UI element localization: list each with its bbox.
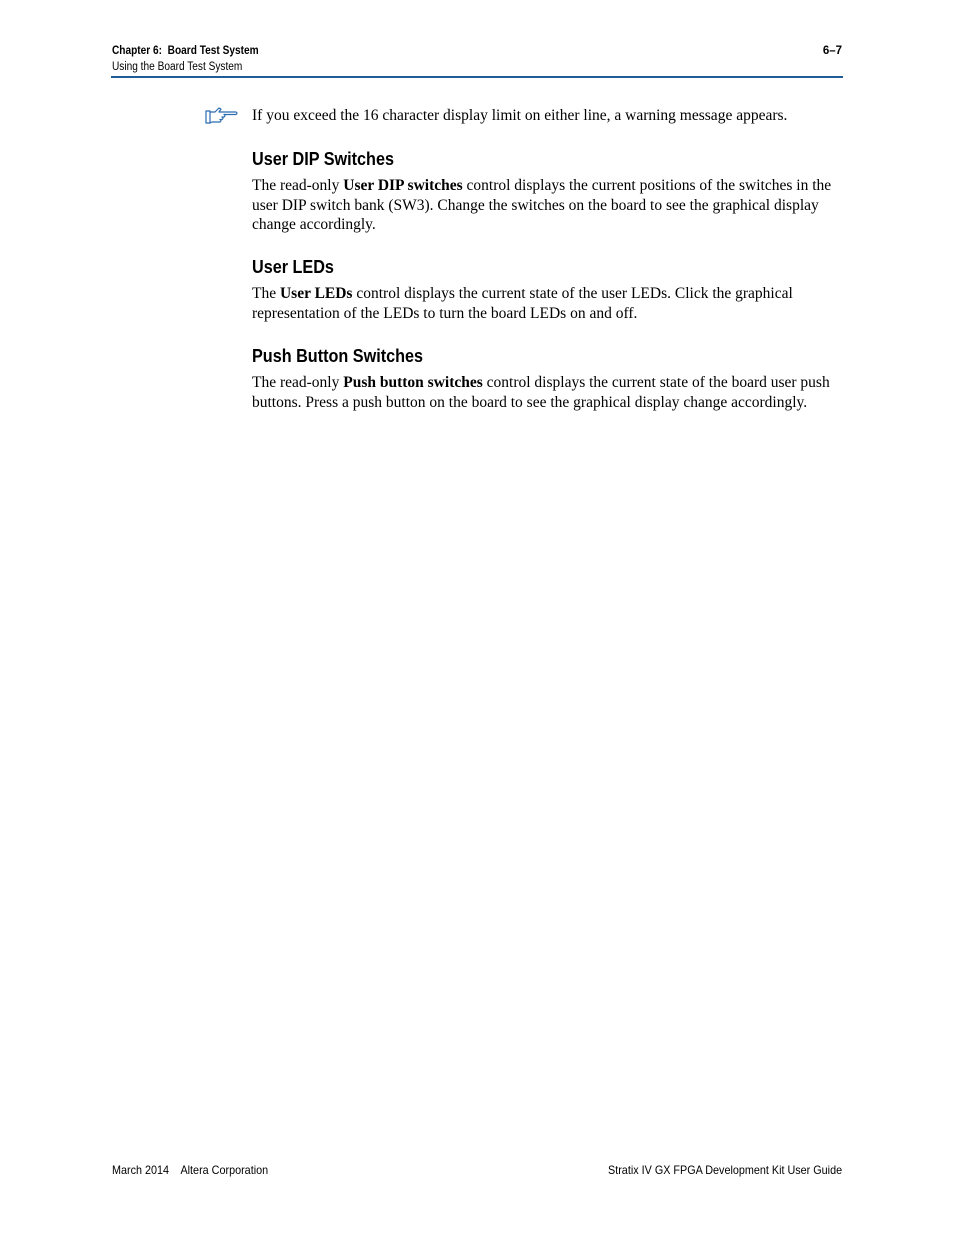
section-body: The read-only User DIP switches control displays the current positions of the switches in the user DIP switch bank (SW3). Change the switches on the board to see the graphical display change accordingly. — [252, 177, 832, 233]
footer-date: March 2014 — [112, 1163, 170, 1177]
section-heading: User LEDs — [252, 257, 334, 277]
section-body: The read-only Push button switches control displays the current state of the board user push buttons. Press a push button on the board to see the graphical display change accordingly. — [252, 374, 830, 411]
control-name: User LEDs — [279, 285, 353, 302]
section-title: Using the Board Test System — [112, 61, 243, 73]
section-heading: User DIP Switches — [252, 149, 394, 169]
control-name: Push button switches — [343, 374, 483, 391]
section-heading: Push Button Switches — [252, 346, 424, 366]
page-number: 6–7 — [822, 45, 842, 57]
footer-company: Altera Corporation — [180, 1163, 269, 1177]
note-text: If you exceed the 16 character display limit on either line, a warning message appears. — [252, 107, 788, 124]
header-rule — [111, 76, 843, 78]
section-user-leds — [252, 255, 844, 323]
control-name: User DIP switches — [343, 177, 463, 194]
pointing-hand-icon — [205, 106, 239, 126]
footer-left — [112, 1162, 268, 1178]
running-header — [112, 43, 259, 75]
footer-doc-title: Stratix IV GX FPGA Development Kit User Guide — [607, 1163, 842, 1177]
section-user-dip-switches — [252, 147, 844, 235]
section-push-button-switches — [252, 344, 844, 412]
section-body: The User LEDs control displays the current state of the user LEDs. Click the graphical representation of the LEDs to turn the board LEDs on and off. — [252, 285, 793, 322]
chapter-title: Chapter 6: Board Test System — [112, 45, 259, 57]
